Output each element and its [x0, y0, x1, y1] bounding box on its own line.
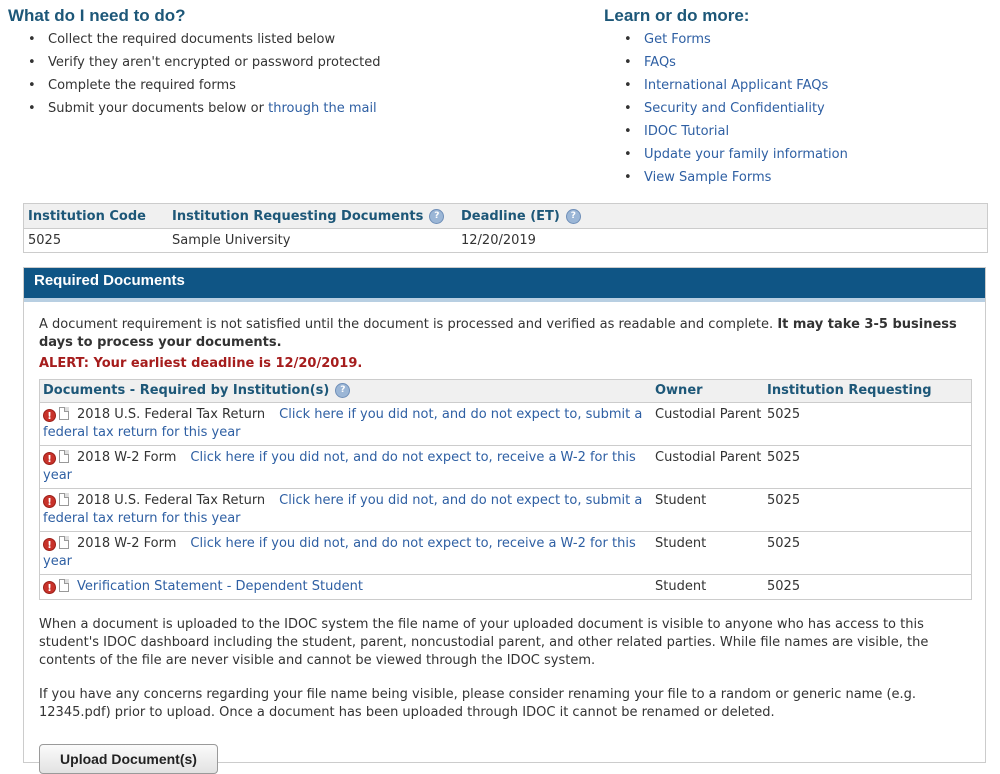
document-name: 2018 U.S. Federal Tax Return — [77, 493, 266, 508]
error-icon: ! — [43, 581, 56, 594]
header-deadline — [461, 209, 761, 224]
intro-text — [39, 316, 970, 352]
error-icon: ! — [43, 538, 56, 551]
submit-text: Submit your documents below or — [48, 101, 264, 116]
document-icon — [59, 536, 69, 549]
header-label: Deadline (ET) — [461, 208, 560, 224]
intro-plain: A document requirement is not satisfied until the document is processed and verified as readable and complete. — [39, 317, 774, 332]
list-item — [624, 31, 984, 54]
rename-notice: If you have any concerns regarding your file name being visible, please consider renaming your file to a random or generic name (e.g. 12345.pdf) prior to upload. Once a document has been uploaded through IDOC it cannot be renamed or deleted. — [39, 687, 917, 720]
document-name: 2018 U.S. Federal Tax Return — [77, 407, 266, 422]
document-name: 2018 W-2 Form — [77, 450, 177, 465]
institution-name: Sample University — [172, 233, 291, 248]
table-row — [40, 532, 971, 575]
faqs-link[interactable]: FAQs — [644, 55, 676, 70]
owner-cell: Student — [655, 493, 707, 508]
institution-cell: 5025 — [767, 536, 801, 551]
header-label: Documents - Required by Institution(s) — [43, 383, 330, 398]
deadline-alert: ALERT: Your earliest deadline is 12/20/2019. — [39, 356, 363, 371]
document-icon — [59, 579, 69, 592]
panel-body — [24, 302, 985, 774]
intro-bold: It may take 3-5 business days to process your documents. — [39, 317, 957, 350]
table-row — [40, 446, 971, 489]
help-icon[interactable]: ? — [429, 209, 444, 224]
no-w2-link[interactable]: Click here if you did not, and do not expect to, receive a W-2 for this year — [43, 536, 636, 569]
document-icon — [59, 493, 69, 506]
document-cell — [40, 575, 655, 599]
header-label: Institution Requesting Documents — [172, 208, 424, 224]
deadline: 12/20/2019 — [461, 233, 536, 248]
list-item — [624, 123, 984, 146]
institution-cell: 5025 — [767, 579, 801, 594]
owner-cell: Student — [655, 536, 707, 551]
list-item — [624, 146, 984, 169]
idoc-tutorial-link[interactable]: IDOC Tutorial — [644, 124, 730, 139]
header-institution-code: Institution Code — [28, 208, 146, 224]
upload-documents-button[interactable]: Upload Document(s) — [39, 744, 218, 774]
todo-list — [8, 31, 568, 123]
document-icon — [59, 450, 69, 463]
list-item: • Verify they aren't encrypted or password protected — [28, 54, 568, 77]
list-item: • Collect the required documents listed below — [28, 31, 568, 54]
security-link[interactable]: Security and Confidentiality — [644, 101, 825, 116]
document-cell — [40, 446, 655, 488]
institution-code: 5025 — [28, 233, 62, 248]
no-tax-return-link[interactable]: Click here if you did not, and do not expect to, submit a federal tax return for this year — [43, 407, 643, 440]
document-cell — [40, 489, 655, 531]
document-cell — [40, 403, 655, 445]
panel-title: Required Documents — [24, 268, 985, 302]
institution-cell: 5025 — [767, 493, 801, 508]
learn-list — [604, 31, 984, 192]
get-forms-link[interactable]: Get Forms — [644, 32, 711, 47]
file-name-notice: When a document is uploaded to the IDOC system the file name of your uploaded document is visible to anyone who has access to this student's IDOC dashboard including the student, parent, noncustodial parent, and other related parties. While file names are visible, the contents of the file are never visible and cannot be viewed through the IDOC system. — [39, 617, 929, 668]
no-tax-return-link[interactable]: Click here if you did not, and do not expect to, submit a federal tax return for this year — [43, 493, 643, 526]
learn-section — [604, 6, 984, 192]
no-w2-link[interactable]: Click here if you did not, and do not expect to, receive a W-2 for this year — [43, 450, 636, 483]
todo-section — [8, 6, 568, 123]
error-icon: ! — [43, 409, 56, 422]
required-documents-panel — [23, 267, 986, 767]
todo-title: What do I need to do? — [8, 6, 186, 25]
help-icon[interactable]: ? — [335, 383, 350, 398]
table-row — [40, 403, 971, 446]
owner-cell: Custodial Parent — [655, 407, 762, 422]
international-faqs-link[interactable]: International Applicant FAQs — [644, 78, 829, 93]
institution-cell: 5025 — [767, 407, 801, 422]
through-mail-link[interactable]: through the mail — [268, 101, 377, 116]
list-item — [624, 54, 984, 77]
table-row — [24, 229, 987, 252]
sample-forms-link[interactable]: View Sample Forms — [644, 170, 772, 185]
institution-cell: 5025 — [767, 450, 801, 465]
verification-statement-link[interactable]: Verification Statement - Dependent Student — [77, 579, 363, 594]
help-icon[interactable]: ? — [566, 209, 581, 224]
list-item — [624, 77, 984, 100]
institution-table — [23, 203, 988, 253]
error-icon: ! — [43, 452, 56, 465]
owner-cell: Custodial Parent — [655, 450, 762, 465]
table-row — [40, 489, 971, 532]
table-header — [40, 380, 971, 403]
header-owner: Owner — [655, 383, 703, 398]
document-name: 2018 W-2 Form — [77, 536, 177, 551]
header-documents — [40, 382, 655, 400]
list-item — [28, 100, 568, 123]
list-item — [624, 100, 984, 123]
update-family-link[interactable]: Update your family information — [644, 147, 848, 162]
document-icon — [59, 407, 69, 420]
error-icon: ! — [43, 495, 56, 508]
table-header — [24, 204, 987, 229]
table-row — [40, 575, 971, 599]
document-cell — [40, 532, 655, 574]
documents-table — [39, 379, 972, 600]
learn-title: Learn or do more: — [604, 6, 750, 25]
list-item — [624, 169, 984, 192]
header-institution: Institution Requesting — [767, 383, 932, 398]
header-institution-requesting — [172, 209, 461, 224]
owner-cell: Student — [655, 579, 707, 594]
list-item: • Complete the required forms — [28, 77, 568, 100]
